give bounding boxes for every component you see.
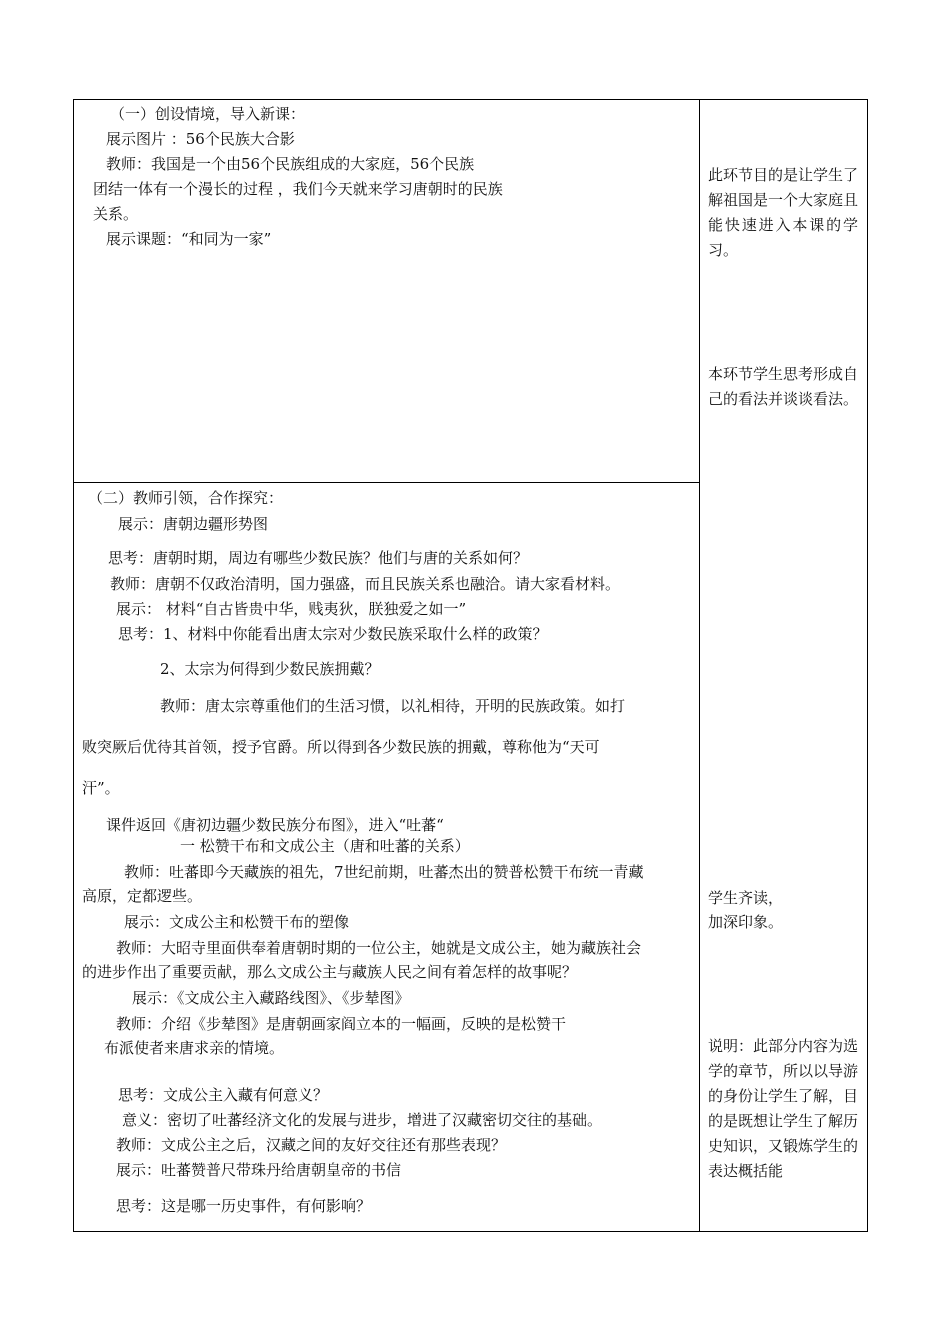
column-divider — [699, 99, 700, 1232]
note-thinking: 本环节学生思考形成自己的看法并谈谈看法。 — [708, 365, 859, 408]
table-border-right — [867, 99, 868, 1232]
text-line: 团结一体有一个漫长的过程 ，我们今天就来学习唐朝时的民族 — [93, 180, 503, 198]
text-line: 布派使者来唐求亲的情境。 — [104, 1039, 285, 1057]
text-line: 思考：唐朝时期，周边有哪些少数民族？他们与唐的关系如何？ — [108, 549, 529, 567]
text-line: 展示：唐朝边疆形势图 — [118, 515, 269, 533]
table-border-top — [73, 99, 868, 100]
note-impression: 加深印象。 — [708, 913, 784, 931]
text-line: 教师：文成公主之后，汉藏之间的友好交往还有那些表现？ — [116, 1136, 507, 1154]
text-line: 教师：大昭寺里面供奉着唐朝时期的一位公主，她就是文成公主，她为藏族社会 — [116, 939, 642, 957]
text-line: 教师：唐朝不仅政治清明，国力强盛，而且民族关系也融洽。请大家看材料。 — [110, 575, 621, 593]
text-line: 展示课题：“和同为一家” — [106, 230, 272, 248]
text-line: 展示：吐蕃赞普尺带珠丹给唐朝皇帝的书信 — [116, 1161, 402, 1179]
text-line: 展示图片 ：56个民族大合影 — [106, 130, 295, 148]
text-line: 汗”。 — [82, 779, 120, 797]
note-explanation: 说明：此部分内容为选学的章节，所以以导游的身份让学生了解，目的是既想让学生了解历史知识，又锻炼学生的表达概括能 — [708, 1037, 859, 1180]
row-divider — [73, 482, 700, 483]
text-line: 思考：文成公主入藏有何意义？ — [118, 1086, 329, 1104]
note-read-aloud: 学生齐读， — [708, 889, 784, 907]
text-line: 教师：唐太宗尊重他们的生活习惯，以礼相待，开明的民族政策。如打 — [160, 697, 626, 715]
section-one-heading: （一）创设情境，导入新课： — [110, 105, 306, 123]
text-line: 教师：我国是一个由56个民族组成的大家庭，56个民族 — [106, 155, 475, 173]
text-line: 的进步作出了重要贡献，那么文成公主与藏族人民之间有着怎样的故事呢？ — [82, 963, 578, 981]
text-line: 教师：介绍《步辇图》是唐朝画家阎立本的一幅画，反映的是松赞干 — [116, 1015, 567, 1033]
text-line: 思考：这是哪一历史事件，有何影响？ — [116, 1197, 372, 1215]
note-purpose: 此环节目的是让学生了解祖国是一个大家庭且能快速进入本课的学习。 — [708, 166, 859, 259]
text-line: 意义：密切了吐蕃经济文化的发展与进步，增进了汉藏密切交往的基础。 — [122, 1111, 603, 1129]
section-two-heading: （二）教师引领，合作探究： — [88, 489, 284, 507]
text-line: 2、太宗为何得到少数民族拥戴？ — [160, 660, 380, 678]
text-line: 课件返回《唐初边疆少数民族分布图》，进入“吐蕃“ — [106, 816, 444, 834]
text-line: 展示：文成公主和松赞干布的塑像 — [124, 913, 350, 931]
table-border-bottom — [73, 1231, 868, 1232]
text-line: 关系。 — [93, 205, 139, 223]
text-line: 思考：1、材料中你能看出唐太宗对少数民族采取什么样的政策？ — [118, 625, 548, 643]
text-line: 败突厥后优待其首领，授予官爵。所以得到各少数民族的拥戴，尊称他为“天可 — [82, 738, 600, 756]
text-line: 高原，定都逻些。 — [82, 887, 203, 905]
text-line: 教师：吐蕃即今天藏族的祖先，7世纪前期，吐蕃杰出的赞普松赞干布统一青藏 — [124, 863, 644, 881]
text-line: 展示：《文成公主入藏路线图》、《步辇图》 — [132, 989, 410, 1007]
table-border-left — [73, 99, 74, 1232]
text-line: 展示： 材料“自古皆贵中华，贱夷狄，朕独爱之如一” — [116, 600, 467, 618]
subsection-heading: 一 松赞干布和文成公主（唐和吐蕃的关系） — [180, 837, 470, 855]
